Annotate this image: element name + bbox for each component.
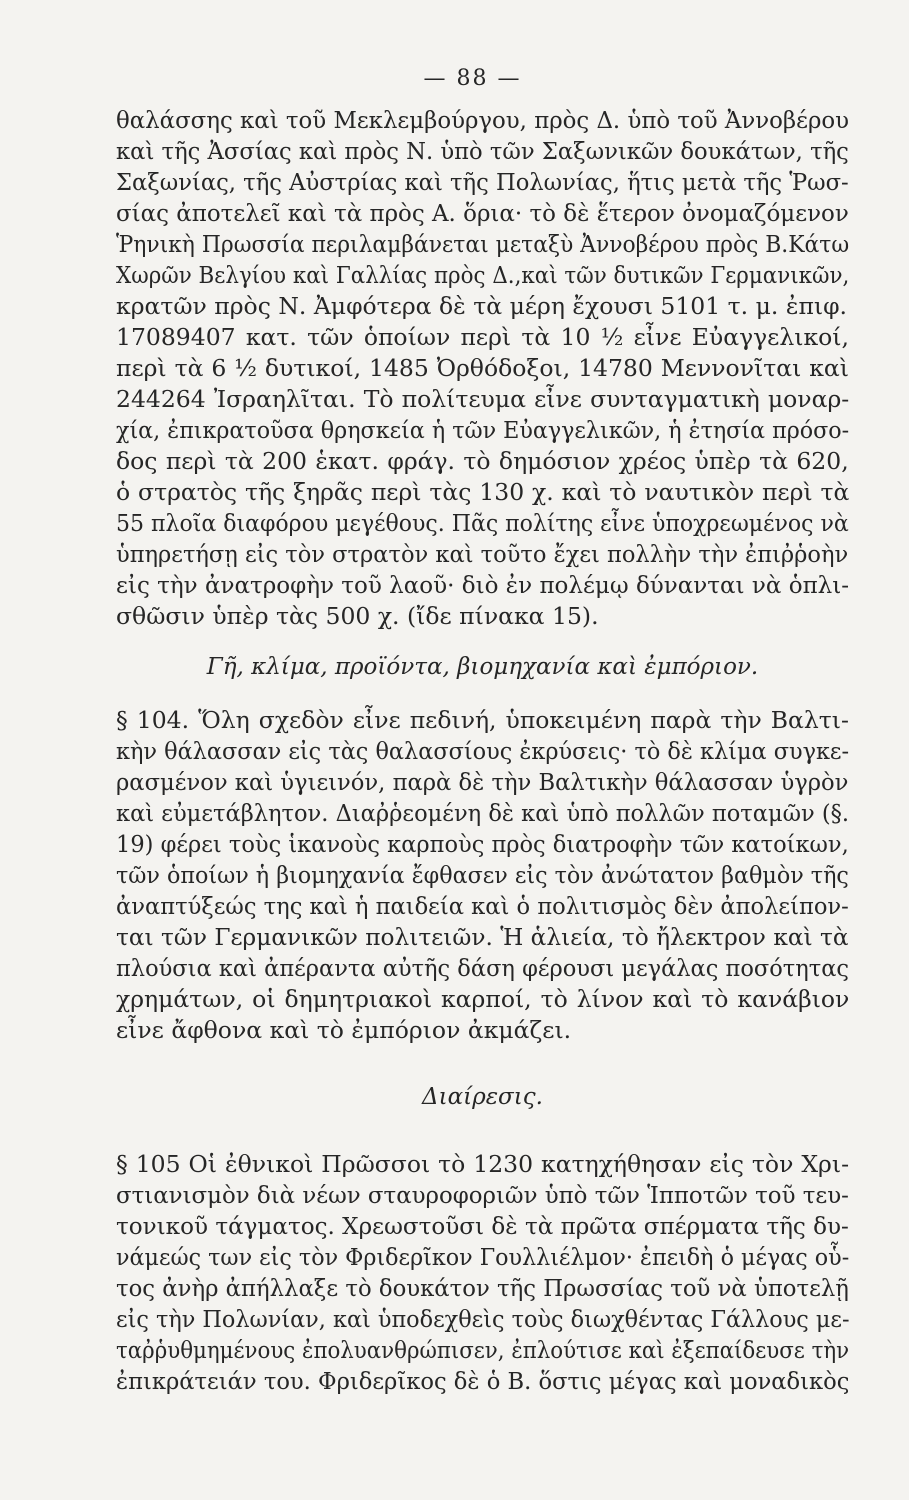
text-line: στιανισμὸν διὰ νέων σταυροφοριῶν ὑπὸ τῶν Ἱπποτῶν τοῦ τευ- bbox=[116, 1181, 849, 1209]
text-line: 19) φέρει τοὺς ἱκανοὺς καρποὺς πρὸς διατροφὴν τῶν κατοίκων, bbox=[116, 830, 849, 858]
text-line: σίας ἀποτελεῖ καὶ τὰ πρὸς Α. ὅρια· τὸ δὲ ἕτερον ὀνομαζόμενον bbox=[116, 199, 849, 227]
text-line: ἐπικράτειάν του. Φριδερῖκος δὲ ὁ Β. ὅστις μέγας καὶ μοναδικὸς bbox=[116, 1367, 850, 1395]
text-line: κρατῶν πρὸς Ν. Ἀμφότερα δὲ τὰ μέρη ἔχουσι 5101 τ. μ. ἐπιφ. bbox=[116, 292, 848, 320]
text-line: § 104. Ὅλη σχεδὸν εἶνε πεδινή, ὑποκειμένη παρὰ τὴν Βαλτι- bbox=[116, 706, 849, 734]
text-line: ἀναπτύξεώς της καὶ ἡ παιδεία καὶ ὁ πολιτισμὸς δὲν ἀπολείπον- bbox=[116, 892, 849, 920]
text-line: καὶ τῆς Ἀσσίας καὶ πρὸς Ν. ὑπὸ τῶν Σαξωνικῶν δουκάτων, τῆς bbox=[116, 137, 849, 165]
text-line: ται τῶν Γερμανικῶν πολιτειῶν. Ἡ ἁλιεία, τὸ ἤλεκτρον καὶ τὰ bbox=[116, 923, 849, 951]
paragraph-section-104 bbox=[116, 705, 849, 1046]
text-line: χρημάτων, οἱ δημητριακοὶ καρποί, τὸ λίνον καὶ τὸ κανάβιον bbox=[116, 985, 850, 1013]
text-line: δος περὶ τὰ 200 ἑκατ. φράγ. τὸ δημόσιον χρέος ὑπὲρ τὰ 620, bbox=[116, 447, 849, 475]
text-line: σθῶσιν ὑπὲρ τὰς 500 χ. (ἴδε πίνακα 15). bbox=[116, 602, 599, 630]
text-line: χία, ἐπικρατοῦσα θρησκεία ἡ τῶν Εὐαγγελικῶν, ἡ ἐτησία πρόσο- bbox=[116, 416, 850, 444]
text-line: ρασμένον καὶ ὑγιεινόν, παρὰ δὲ τὴν Βαλτικὴν θάλασσαν ὑγρὸν bbox=[116, 768, 849, 796]
section-heading-division: Διαίρεσις. bbox=[422, 1084, 543, 1110]
text-line: τῶν ὁποίων ἡ βιομηχανία ἔφθασεν εἰς τὸν ἀνώτατον βαθμὸν τῆς bbox=[116, 861, 849, 889]
text-line: πλούσια καὶ ἀπέραντα αὐτῆς δάση φέρουσι μεγάλας ποσότητας bbox=[116, 954, 850, 982]
text-line: 244264 Ἰσραηλῖται. Τὸ πολίτευμα εἶνε συνταγματικὴ μοναρ- bbox=[116, 385, 850, 413]
text-line: περὶ τὰ 6 ½ δυτικοί, 1485 Ὀρθόδοξοι, 14780 Μεννονῖται καὶ bbox=[116, 354, 849, 382]
paragraph-prussia-overview bbox=[116, 105, 849, 632]
text-line: Χωρῶν Βελγίου καὶ Γαλλίας πρὸς Δ.,καὶ τῶν δυτικῶν Γερμανικῶν, bbox=[116, 261, 850, 289]
text-line: 17089407 κατ. τῶν ὁποίων περὶ τὰ 10 ½ εἶνε Εὐαγγελικοί, bbox=[116, 323, 849, 351]
text-line: Σαξωνίας, τῆς Αὐστρίας καὶ τῆς Πολωνίας, ἥτις μετὰ τῆς Ῥωσ- bbox=[116, 168, 849, 196]
paragraph-section-105 bbox=[116, 1149, 849, 1397]
text-line: νάμεώς των εἰς τὸν Φριδερῖκον Γουλλιέλμον· ἐπειδὴ ὁ μέγας οὗ- bbox=[116, 1243, 850, 1271]
text-line: θαλάσσης καὶ τοῦ Μεκλεμβούργου, πρὸς Δ. ὑπὸ τοῦ Ἀννοβέρου bbox=[116, 106, 850, 134]
text-line: ὁ στρατὸς τῆς ξηρᾶς περὶ τὰς 130 χ. καὶ τὸ ναυτικὸν περὶ τὰ bbox=[116, 478, 850, 506]
text-line: καὶ εὐμετάβλητον. Διαῤῥεομένη δὲ καὶ ὑπὸ πολλῶν ποταμῶν (§. bbox=[116, 799, 850, 827]
text-line: εἰς τὴν Πολωνίαν, καὶ ὑποδεχθεὶς τοὺς διωχθέντας Γάλλους με- bbox=[116, 1305, 850, 1333]
text-line: εἶνε ἄφθονα καὶ τὸ ἐμπόριον ἀκμάζει. bbox=[116, 1016, 572, 1044]
page-number: — 88 — bbox=[423, 66, 522, 91]
text-line: εἰς τὴν ἀνατροφὴν τοῦ λαοῦ· διὸ ἐν πολέμῳ δύνανται νὰ ὁπλι- bbox=[116, 571, 850, 599]
text-line: τος ἀνὴρ ἀπήλλαξε τὸ δουκάτον τῆς Πρωσσίας τοῦ νὰ ὑποτελῇ bbox=[116, 1274, 849, 1302]
text-line: τονικοῦ τάγματος. Χρεωστοῦσι δὲ τὰ πρῶτα σπέρματα τῆς δυ- bbox=[116, 1212, 849, 1240]
text-line: Ῥηνικὴ Πρωσσία περιλαμβάνεται μεταξὺ Ἀννοβέρου πρὸς Β.Κάτω bbox=[116, 230, 850, 258]
text-line: ὑπηρετήσῃ εἰς τὸν στρατὸν καὶ τοῦτο ἔχει πολλὴν τὴν ἐπιῤῥοὴν bbox=[116, 540, 849, 568]
text-line: § 105 Οἱ ἐθνικοὶ Πρῶσσοι τὸ 1230 κατηχήθησαν εἰς τὸν Χρι- bbox=[116, 1150, 850, 1178]
text-line: ταῤῥυθμημένους ἐπολυανθρώπισεν, ἐπλούτισε καὶ ἐξεπαίδευσε τὴν bbox=[116, 1336, 850, 1364]
section-heading-land-climate: Γῆ, κλίμα, προϊόντα, βιομηχανία καὶ ἐμπόριον. bbox=[206, 654, 759, 680]
text-line: κὴν θάλασσαν εἰς τὰς θαλασσίους ἐκρύσεις· τὸ δὲ κλίμα συγκε- bbox=[116, 737, 850, 765]
text-line: 55 πλοῖα διαφόρου μεγέθους. Πᾶς πολίτης εἶνε ὑποχρεωμένος νὰ bbox=[116, 509, 849, 537]
